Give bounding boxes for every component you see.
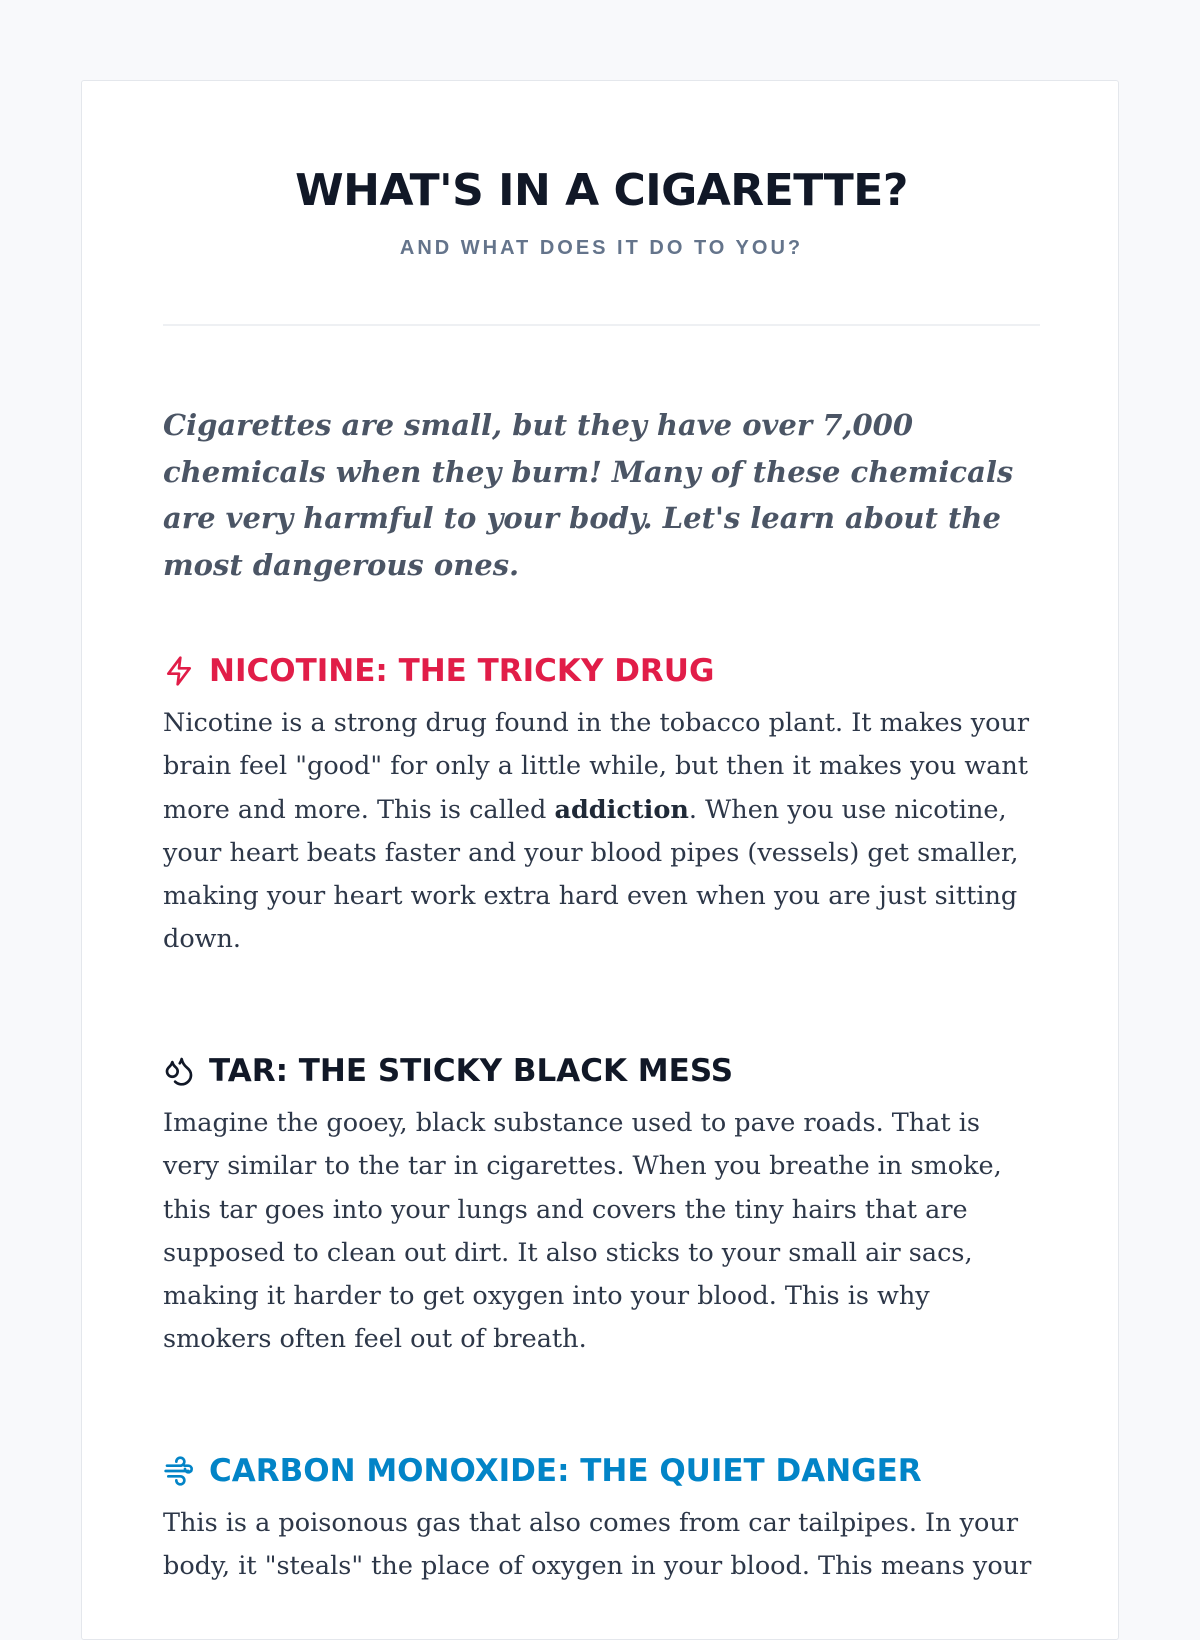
section-body-carbon-monoxide: This is a poisonous gas that also comes from car tailpipes. In your body, it "steals" the place of oxygen in your blood. This means your <box>163 1508 1032 1582</box>
intro-paragraph: Cigarettes are small, but they have over 7,000 chemicals when they burn! Many of these chemicals are very harmful to your body. Let's learn about the most dangerous ones. <box>163 408 1014 582</box>
nicotine-body-bold: addiction <box>554 794 689 825</box>
section-heading-nicotine <box>163 651 1040 691</box>
section-title-nicotine: NICOTINE: THE TRICKY DRUG <box>209 653 715 689</box>
section-heading-tar <box>163 1051 1040 1091</box>
section-body-tar: Imagine the gooey, black substance used to pave roads. That is very similar to the tar in cigarettes. When you breathe in smoke, this tar goes into your lungs and covers the tiny hairs that are supposed to clean out dirt. It also sticks to your small air sacs, making it harder to get oxygen into your blood. This is why smokers often feel out of breath. <box>163 1108 1002 1355</box>
header-divider <box>163 324 1040 326</box>
section-heading-carbon-monoxide <box>163 1451 1040 1491</box>
article-card <box>81 80 1119 1640</box>
page-title: WHAT'S IN A CIGARETTE? <box>295 165 908 216</box>
droplets-icon <box>163 1055 195 1087</box>
wind-icon <box>163 1455 195 1487</box>
section-title-tar: TAR: THE STICKY BLACK MESS <box>209 1053 734 1089</box>
nicotine-body-text-2: . When you use nicotine, your heart beats faster and your blood pipes (vessels) get smaller, making your heart work extra hard even when you are just sitting down. <box>163 794 1019 955</box>
lightning-icon <box>163 655 195 687</box>
section-title-carbon-monoxide: CARBON MONOXIDE: THE QUIET DANGER <box>209 1453 922 1489</box>
page-subtitle: AND WHAT DOES IT DO TO YOU? <box>399 237 804 259</box>
section-body-nicotine <box>163 702 1040 962</box>
nicotine-body-text-1: Nicotine is a strong drug found in the tobacco plant. It makes your brain feel "good" for only a little while, but then it makes you want more and more. This is called <box>163 708 1030 825</box>
